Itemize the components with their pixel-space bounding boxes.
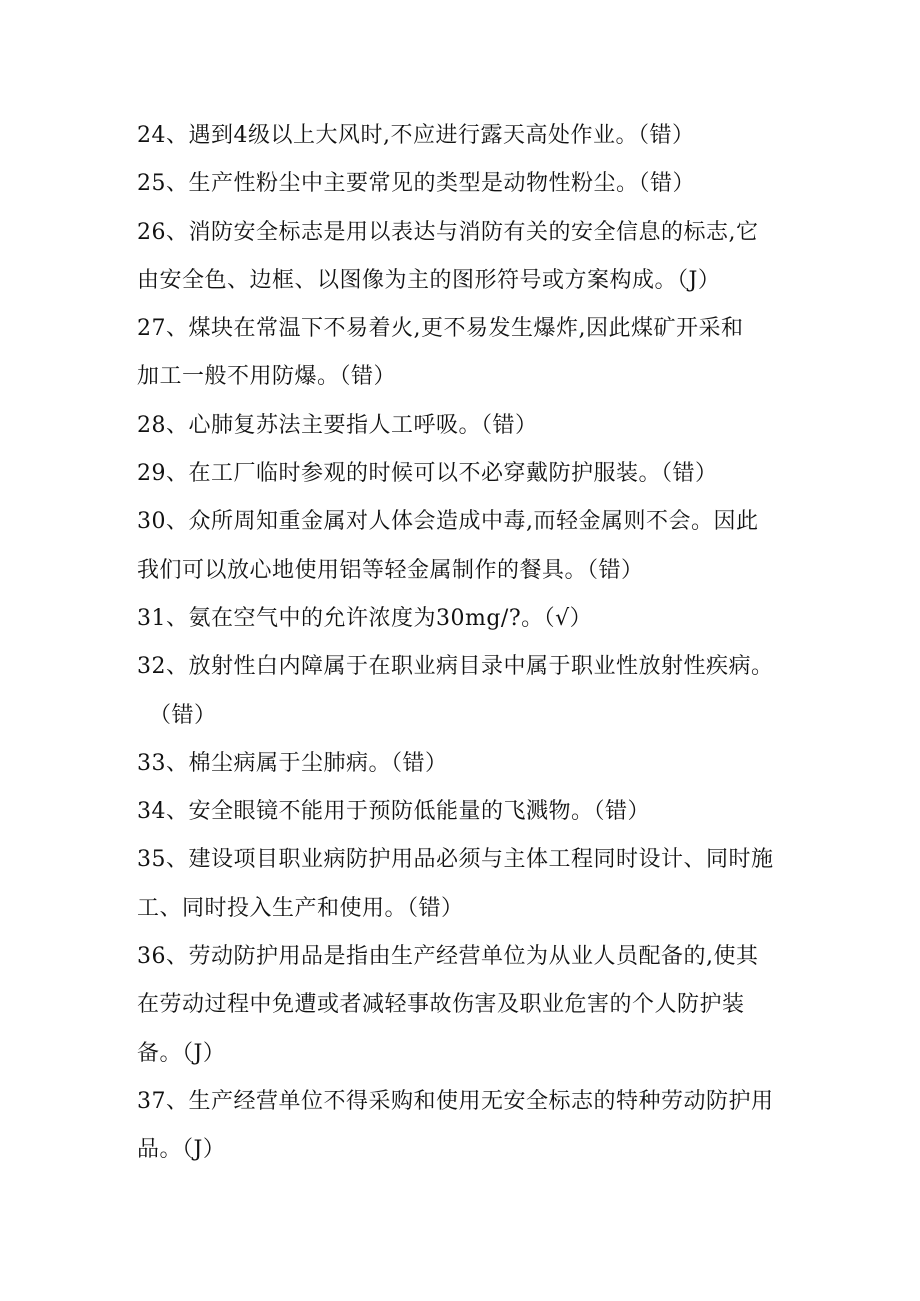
text-line: 30、众所周知重金属对人体会造成中毒,而轻金属则不会。因此 (137, 509, 759, 535)
text-line: 28、心肺复苏法主要指人工呼吸。（错） (137, 412, 538, 438)
text-line: 27、煤块在常温下不易着火,更不易发生爆炸,因此煤矿开采和 (137, 316, 744, 342)
text-line: 33、棉尘病属于尘肺病。（错） (137, 750, 448, 776)
text-line: 加工一般不用防爆。（错） (137, 364, 397, 390)
text-line: 34、安全眼镜不能用于预防低能量的飞溅物。（错） (137, 799, 650, 825)
text-line: 在劳动过程中免遭或者减轻事故伤害及职业危害的个人防护装 (137, 992, 745, 1018)
text-line: 备。（J） (137, 1040, 226, 1066)
text-line: 24、遇到4级以上大风时,不应进行露天高处作业。（错） (137, 123, 695, 148)
text-line: 品。（J） (137, 1137, 226, 1163)
text-line: 29、在工厂临时参观的时候可以不必穿戴防护服装。（错） (137, 461, 718, 487)
text-line: 37、生产经营单位不得采购和使用无安全标志的特种劳动防护用 (137, 1088, 774, 1114)
text-line: （错） (149, 702, 217, 728)
text-line: 36、劳动防护用品是指由生产经营单位为从业人员配备的,使其 (137, 944, 759, 970)
text-line: 35、建设项目职业病防护用品必须与主体工程同时设计、同时施 (137, 847, 774, 873)
text-line: 31、氨在空气中的允许浓度为30mg/?。（√） (137, 605, 593, 631)
text-line: 由安全色、边框、以图像为主的图形符号或方案构成。（J） (137, 267, 721, 293)
text-line: 32、放射性白内障属于在职业病目录中属于职业性放射性疾病。 (137, 654, 774, 680)
text-line: 工、同时投入生产和使用。（错） (137, 895, 464, 921)
document-body (137, 112, 817, 1175)
text-line: 25、生产性粉尘中主要常见的类型是动物性粉尘。（错） (137, 171, 695, 197)
text-line: 26、消防安全标志是用以表达与消防有关的安全信息的标志,它 (137, 219, 759, 245)
text-line: 我们可以放心地使用铝等轻金属制作的餐具。（错） (137, 557, 644, 583)
